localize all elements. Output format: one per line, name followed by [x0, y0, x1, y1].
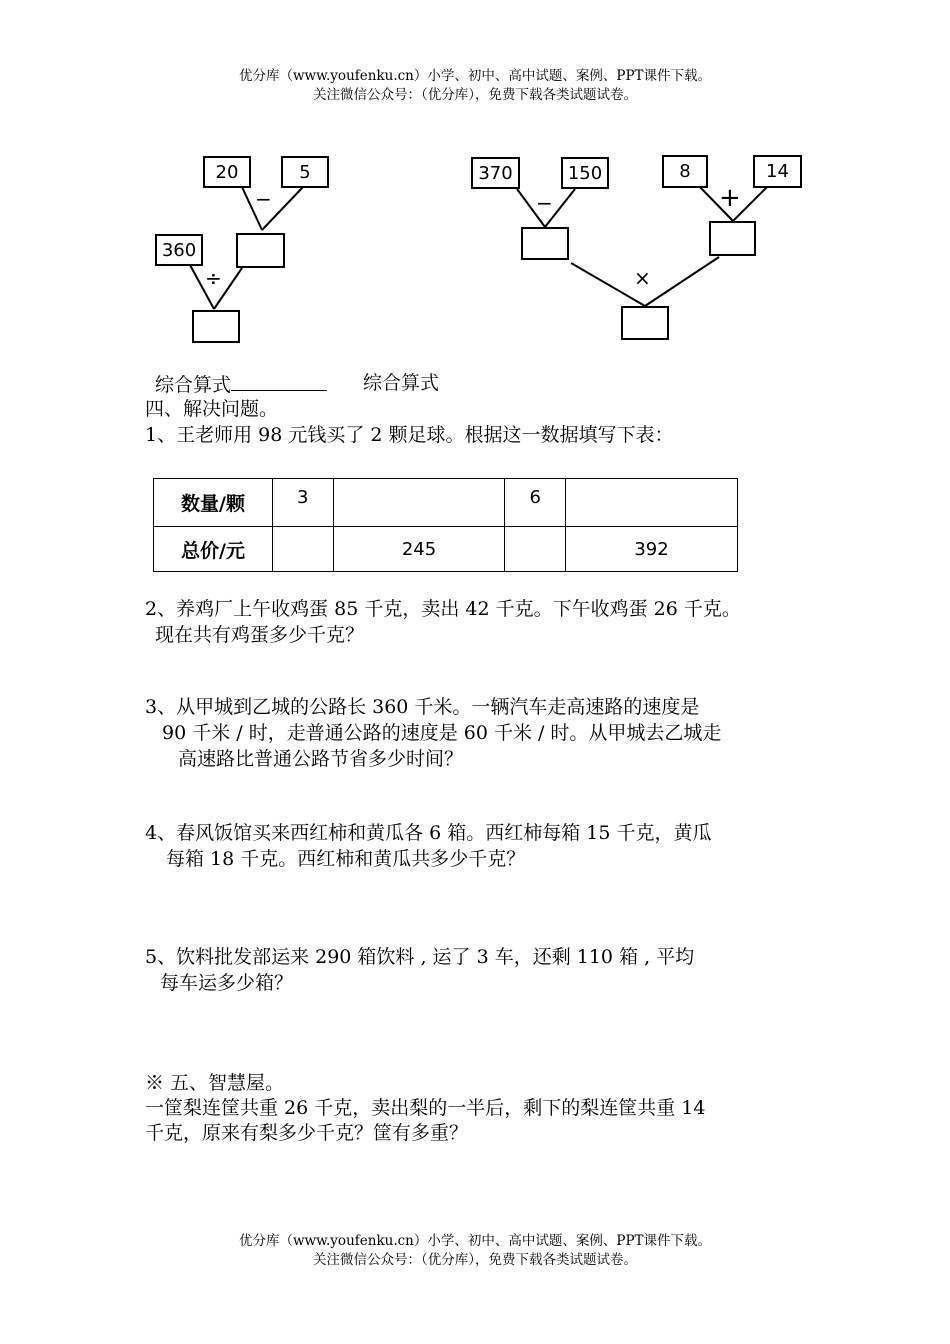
section5-title: ※ 五、智慧屋。	[145, 1072, 285, 1094]
section4-title: 四、解决问题。	[145, 398, 279, 420]
question-6-line2: 千克，原来有梨多少千克？筐有多重？	[145, 1122, 469, 1144]
question-3-line3: 高速路比普通公路节省多少时间？	[178, 748, 464, 770]
question-4-line2: 每箱 18 千克。西红柿和黄瓜共多少千克？	[166, 848, 526, 870]
table-header-price: 总价/元	[154, 527, 273, 572]
question-6-line1: 一筐梨连筐共重 26 千克，卖出梨的一半后，剩下的梨连筐共重 14	[145, 1097, 706, 1119]
diagram1-box-360: 360	[155, 234, 203, 266]
diagram1-box-5: 5	[281, 156, 329, 188]
question-1: 1、王老师用 98 元钱买了 2 颗足球。根据这一数据填写下表：	[145, 424, 674, 446]
page-header-line2: 关注微信公众号：（优分库），免费下载各类试题试卷。	[313, 87, 637, 103]
diagram2-box-370: 370	[471, 157, 520, 189]
formula-label-2: 综合算式	[363, 372, 440, 394]
divide-operator: ÷	[205, 266, 222, 290]
question-3-line2: 90 千米 / 时，走普通公路的速度是 60 千米 / 时。从甲城去乙城走	[162, 722, 722, 744]
question-4-line1: 4、春风饭馆买来西红柿和黄瓜各 6 箱。西红柿每箱 15 千克，黄瓜	[145, 822, 712, 844]
table-cell[interactable]	[505, 527, 566, 572]
plus-operator: +	[719, 183, 741, 213]
minus-operator-2: −	[536, 191, 553, 215]
diagram2-box-150: 150	[561, 157, 609, 189]
table-row-price	[154, 527, 738, 572]
table-cell: 392	[566, 527, 738, 572]
table-cell: 6	[505, 479, 566, 527]
table-cell[interactable]	[273, 527, 334, 572]
diagram2-answer-box-3[interactable]	[621, 306, 669, 340]
question-2-line1: 2、养鸡厂上午收鸡蛋 85 千克，卖出 42 千克。下午收鸡蛋 26 千克。	[145, 598, 741, 620]
formula-line-1	[155, 370, 327, 398]
table-cell: 245	[333, 527, 505, 572]
diagram1-box-20: 20	[203, 156, 251, 188]
minus-operator: −	[255, 187, 272, 211]
diagram2-box-8: 8	[662, 155, 708, 188]
diagram2-answer-box-2[interactable]	[709, 221, 756, 256]
table-cell[interactable]	[566, 479, 738, 527]
formula-blank-1[interactable]	[231, 370, 327, 391]
price-table	[153, 478, 738, 572]
question-3-line1: 3、从甲城到乙城的公路长 360 千米。一辆汽车走高速路的速度是	[145, 696, 700, 718]
question-5-line2: 每车运多少箱？	[160, 972, 294, 994]
diagram2-answer-box-1[interactable]	[521, 227, 569, 260]
table-cell: 3	[273, 479, 334, 527]
multiply-operator: ×	[634, 266, 651, 290]
table-header-quantity: 数量/颗	[154, 479, 273, 527]
diagram2-box-14: 14	[753, 155, 802, 188]
page-header-line1: 优分库（www.youfenku.cn）小学、初中、高中试题、案例、PPT课件下载。	[238, 68, 712, 84]
diagram1-answer-box-1[interactable]	[236, 233, 285, 268]
page-footer-line2: 关注微信公众号：（优分库），免费下载各类试题试卷。	[313, 1252, 637, 1268]
page-footer-line1: 优分库（www.youfenku.cn）小学、初中、高中试题、案例、PPT课件下载。	[238, 1233, 712, 1249]
formula-label-1: 综合算式	[155, 374, 232, 396]
question-2-line2: 现在共有鸡蛋多少千克？	[155, 624, 365, 646]
diagram1-answer-box-2[interactable]	[192, 310, 240, 343]
table-row-quantity	[154, 479, 738, 527]
table-cell[interactable]	[333, 479, 505, 527]
question-5-line1: 5、饮料批发部运来 290 箱饮料 , 运了 3 车，还剩 110 箱 , 平均	[145, 946, 695, 968]
